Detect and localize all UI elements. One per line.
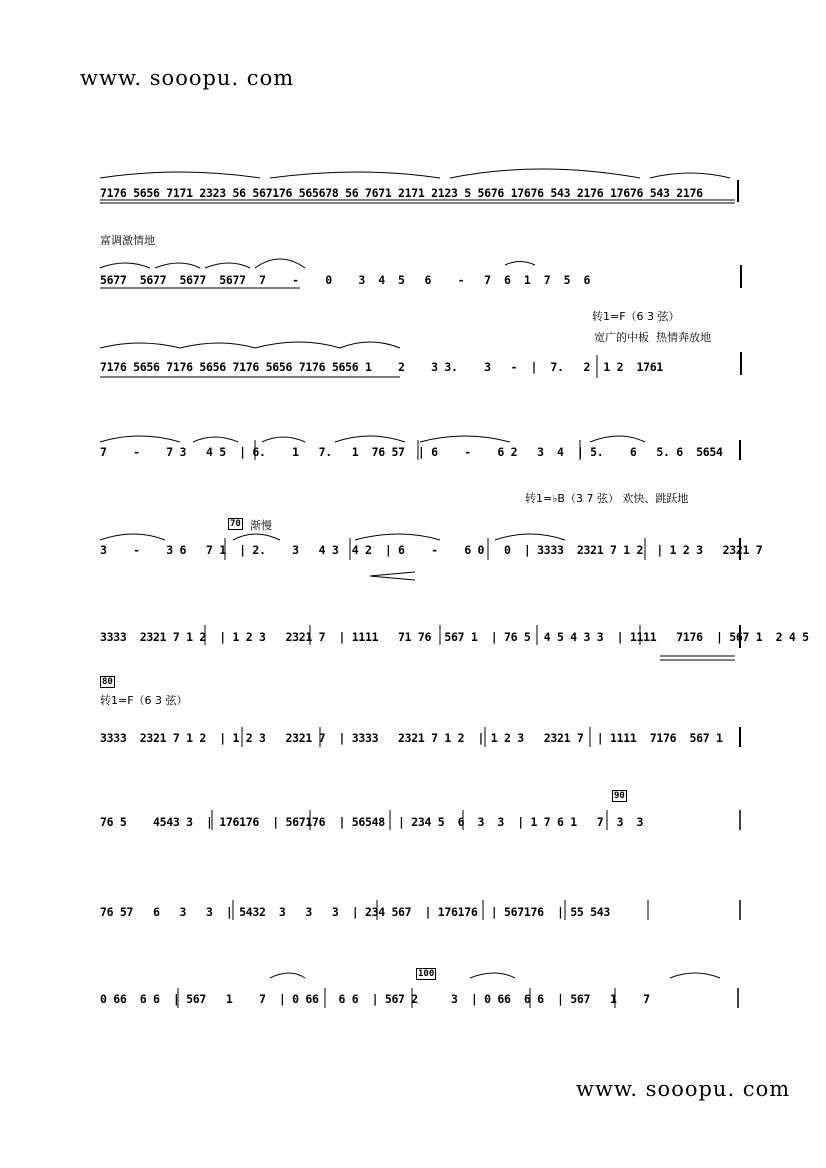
score-line-5: 3 - 3 6 7 1 | 2. 3 4 3 4 2 | 6 - 6 0 0 | 3333 2321 7 1 2 | 1 2 3 2321 7 <box>100 543 763 557</box>
score-line-7: 3333 2321 7 1 2 | 1 2 3 2321 7 | 3333 2321 7 1 2 | 1 2 3 2321 7 | 1111 7176 567 1 <box>100 731 723 745</box>
score-line-4: 7 - 7 3 4 5 | 6. 1 7. 1 76 57 | 6 - 6 2 3 4 | 5. 6 5. 6 5654 <box>100 445 723 459</box>
key-change-line-7: 转1=F（6 3 弦） <box>100 694 188 707</box>
rehearsal-mark-100: 100 <box>418 969 435 979</box>
tempo-marking-line-2: 富调激情地 <box>100 234 155 247</box>
rehearsal-mark-90: 90 <box>614 791 625 801</box>
tempo-marking-line-3: 宽广的中板 热情奔放地 <box>594 331 711 344</box>
score-line-1: 7176 5656 7171 2323 56 567176 565678 56 7671 2171 2123 5 5676 17676 543 2176 17676 543 2176 <box>100 186 703 200</box>
line-5-slurs <box>100 534 645 580</box>
score-line-9: 76 57 6 3 3 | 5432 3 3 3 | 234 567 | 176176 | 567176 | 55 543 <box>100 905 611 919</box>
score-line-10: 0 66 6 6 | 567 1 7 | 0 66 6 6 | 567 2 3 | 0 66 6 6 | 567 1 7 <box>100 992 650 1006</box>
score-line-3: 7176 5656 7176 5656 7176 5656 7176 5656 1 2 3 3. 3 - | 7. 2 1 2 1761 <box>100 360 664 374</box>
watermark-bottom: www. sooopu. com <box>576 1077 791 1101</box>
tempo-marking-line-5: 渐慢 <box>250 519 272 532</box>
score-line-8: 76 5 4543 3 | 176176 | 567176 | 56548 | 234 5 6 3 3 | 1 7 6 1 7 3 3 <box>100 815 644 829</box>
rehearsal-mark-70: 70 <box>230 519 241 529</box>
key-change-line-3: 转1=F（6 3 弦） <box>592 310 680 323</box>
watermark-top: www. sooopu. com <box>80 66 295 90</box>
score-line-2: 5677 5677 5677 5677 7 - 0 3 4 5 6 - 7 6 1 7 5 6 <box>100 273 591 287</box>
key-change-line-5: 转1=♭B（3 7 弦） 欢快、跳跃地 <box>525 492 689 505</box>
rehearsal-mark-80: 80 <box>102 677 113 687</box>
score-line-6: 3333 2321 7 1 2 | 1 2 3 2321 7 | 1111 71 76 567 1 | 76 5 4 5 4 3 3 | 1111 7176 | 567 1 2 4 5 <box>100 630 809 644</box>
